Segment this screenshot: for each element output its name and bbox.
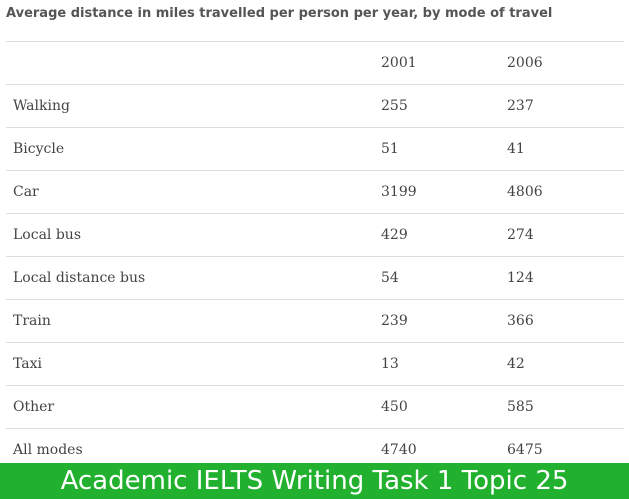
value-cell-2001: 255 (375, 85, 500, 128)
header-label-cell (6, 42, 375, 85)
value-cell-2001: 450 (375, 386, 500, 429)
chart-title: Average distance in miles travelled per person per year, by mode of travel (6, 6, 553, 21)
row-label: Other (6, 386, 375, 429)
value-cell-2006: 124 (500, 257, 624, 300)
banner: Academic IELTS Writing Task 1 Topic 25 (0, 463, 629, 499)
row-label: Local distance bus (6, 257, 375, 300)
value-cell-2006: 274 (500, 214, 624, 257)
table-row (6, 85, 624, 128)
row-label: Car (6, 171, 375, 214)
row-label: Taxi (6, 343, 375, 386)
value-cell-2001: 3199 (375, 171, 500, 214)
row-label: Bicycle (6, 128, 375, 171)
table-row (6, 214, 624, 257)
row-label: Local bus (6, 214, 375, 257)
column-header-2001: 2001 (375, 42, 500, 85)
table-row (6, 128, 624, 171)
value-cell-2006: 585 (500, 386, 624, 429)
value-cell-2006: 42 (500, 343, 624, 386)
table-row (6, 300, 624, 343)
value-cell-2001: 4740 (375, 429, 500, 472)
value-cell-2001: 429 (375, 214, 500, 257)
value-cell-2006: 366 (500, 300, 624, 343)
value-cell-2001: 54 (375, 257, 500, 300)
table-row (6, 257, 624, 300)
row-label: Walking (6, 85, 375, 128)
table-row (6, 171, 624, 214)
value-cell-2001: 239 (375, 300, 500, 343)
table-row (6, 343, 624, 386)
value-cell-2001: 51 (375, 128, 500, 171)
row-label: All modes (6, 429, 375, 472)
value-cell-2006: 41 (500, 128, 624, 171)
row-label: Train (6, 300, 375, 343)
column-header-2006: 2006 (500, 42, 624, 85)
value-cell-2006: 6475 (500, 429, 624, 472)
value-cell-2006: 237 (500, 85, 624, 128)
data-table (6, 41, 624, 471)
header-row (6, 42, 624, 85)
table-row (6, 386, 624, 429)
value-cell-2006: 4806 (500, 171, 624, 214)
value-cell-2001: 13 (375, 343, 500, 386)
